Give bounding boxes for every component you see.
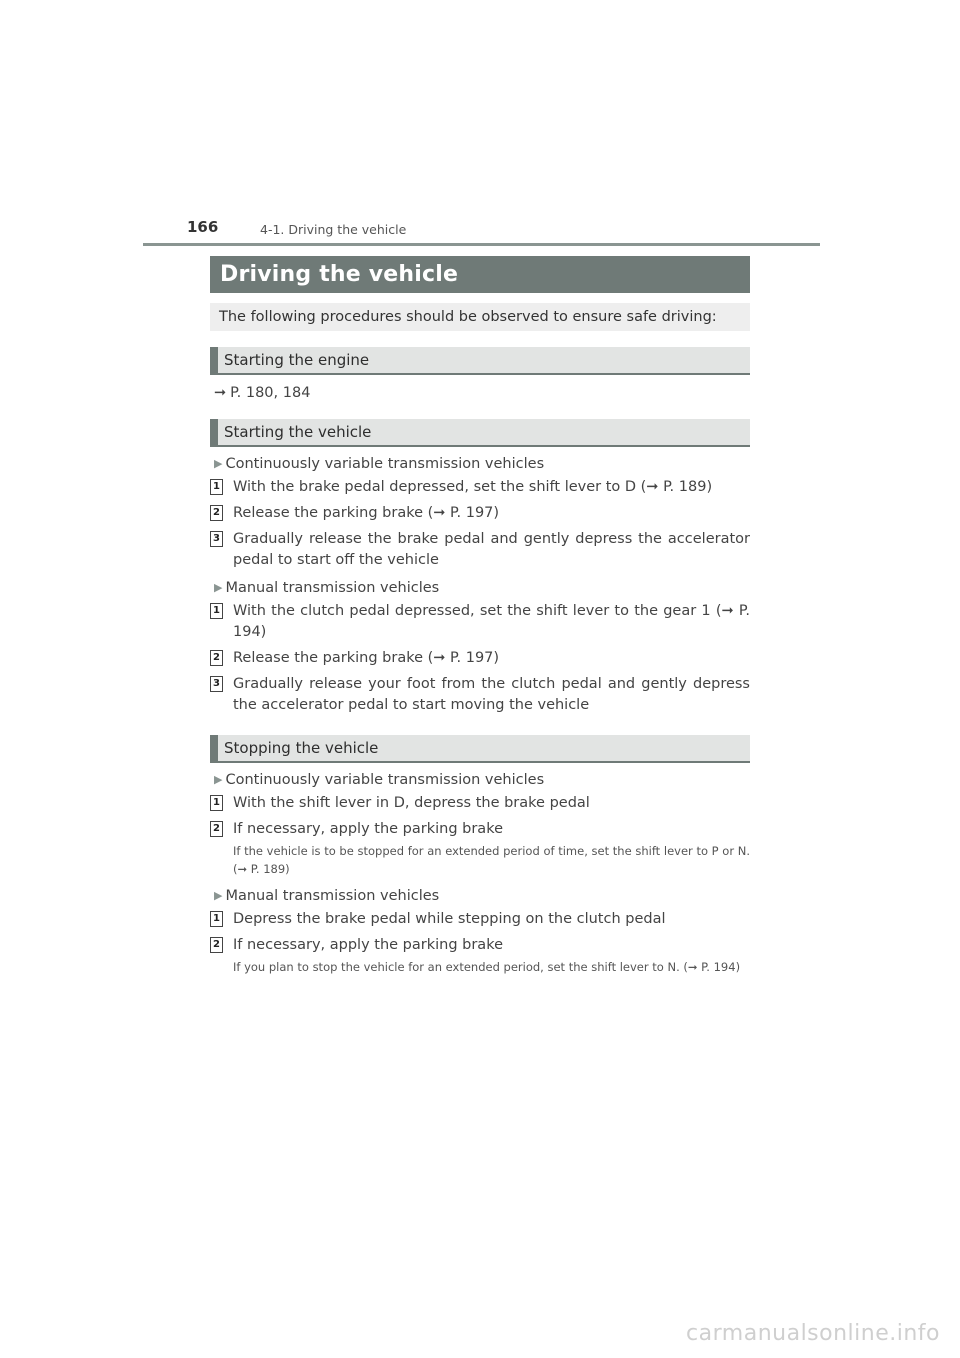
page-header (187, 216, 820, 246)
step-text: Gradually release the brake pedal and gently depress the accelerator pedal to start off the vehicle (233, 531, 750, 568)
page-number: 166 (187, 218, 219, 236)
list-item (210, 503, 750, 524)
stop-manual-note: If you plan to stop the vehicle for an extended period, set the shift lever to N. (➞ P. 194) (233, 960, 741, 974)
step-number: 2 (210, 821, 223, 837)
step-number: 1 (210, 911, 223, 927)
heading-stopping-vehicle: Stopping the vehicle (210, 735, 750, 763)
list-item (210, 793, 750, 814)
stop-cvt-note: If the vehicle is to be stopped for an extended period of time, set the shift lever to P or N. (➞ P. 189) (233, 844, 750, 876)
intro-text: The following procedures should be observed to ensure safe driving: (210, 303, 750, 331)
step-number: 1 (210, 795, 223, 811)
step-number: 1 (210, 479, 223, 495)
step-number: 2 (210, 937, 223, 953)
list-item (210, 648, 750, 669)
list-item (210, 909, 750, 930)
arrow-right-icon: ➞ (214, 385, 227, 401)
step-text: Release the parking brake (➞ P. 197) (233, 505, 500, 521)
step-number: 2 (210, 505, 223, 521)
step-number: 3 (210, 531, 223, 547)
triangle-bullet-icon: ▶ (214, 889, 223, 902)
triangle-bullet-icon: ▶ (214, 773, 223, 786)
stop-cvt-label-text: Continuously variable transmission vehicles (225, 772, 545, 788)
step-text: With the clutch pedal depressed, set the shift lever to the gear 1 (➞ P. 194) (233, 603, 750, 640)
start-cvt-label (210, 456, 750, 472)
heading-starting-engine: Starting the engine (210, 347, 750, 375)
step-number: 1 (210, 603, 223, 619)
stop-manual-label-text: Manual transmission vehicles (225, 888, 440, 904)
triangle-bullet-icon: ▶ (214, 457, 223, 470)
triangle-bullet-icon: ▶ (214, 581, 223, 594)
step-number: 3 (210, 676, 223, 692)
start-manual-label-text: Manual transmission vehicles (225, 580, 440, 596)
list-item (210, 529, 750, 571)
heading-starting-vehicle: Starting the vehicle (210, 419, 750, 447)
step-text: With the shift lever in D, depress the brake pedal (233, 795, 590, 811)
page-content (210, 256, 750, 976)
step-text: Gradually release your foot from the clutch pedal and gently depress the accelerator pedal to start moving the vehicle (233, 676, 750, 713)
engine-page-reference (210, 385, 750, 401)
stop-cvt-label (210, 772, 750, 788)
watermark: carmanualsonline.info (686, 1321, 940, 1346)
page-title: Driving the vehicle (210, 256, 750, 293)
list-item (210, 935, 750, 956)
list-item (210, 477, 750, 498)
start-cvt-label-text: Continuously variable transmission vehicles (225, 456, 545, 472)
step-number: 2 (210, 650, 223, 666)
list-item (210, 674, 750, 716)
step-text: If necessary, apply the parking brake (233, 821, 503, 837)
step-text: If necessary, apply the parking brake (233, 937, 503, 953)
list-item (210, 601, 750, 643)
engine-ref-text: P. 180, 184 (230, 385, 311, 401)
list-item (210, 819, 750, 840)
step-text: Depress the brake pedal while stepping on the clutch pedal (233, 911, 666, 927)
stop-manual-label (210, 888, 750, 904)
header-divider (143, 243, 820, 246)
start-manual-label (210, 580, 750, 596)
section-reference: 4-1. Driving the vehicle (260, 222, 407, 237)
step-text: Release the parking brake (➞ P. 197) (233, 650, 500, 666)
step-text: With the brake pedal depressed, set the shift lever to D (➞ P. 189) (233, 479, 713, 495)
